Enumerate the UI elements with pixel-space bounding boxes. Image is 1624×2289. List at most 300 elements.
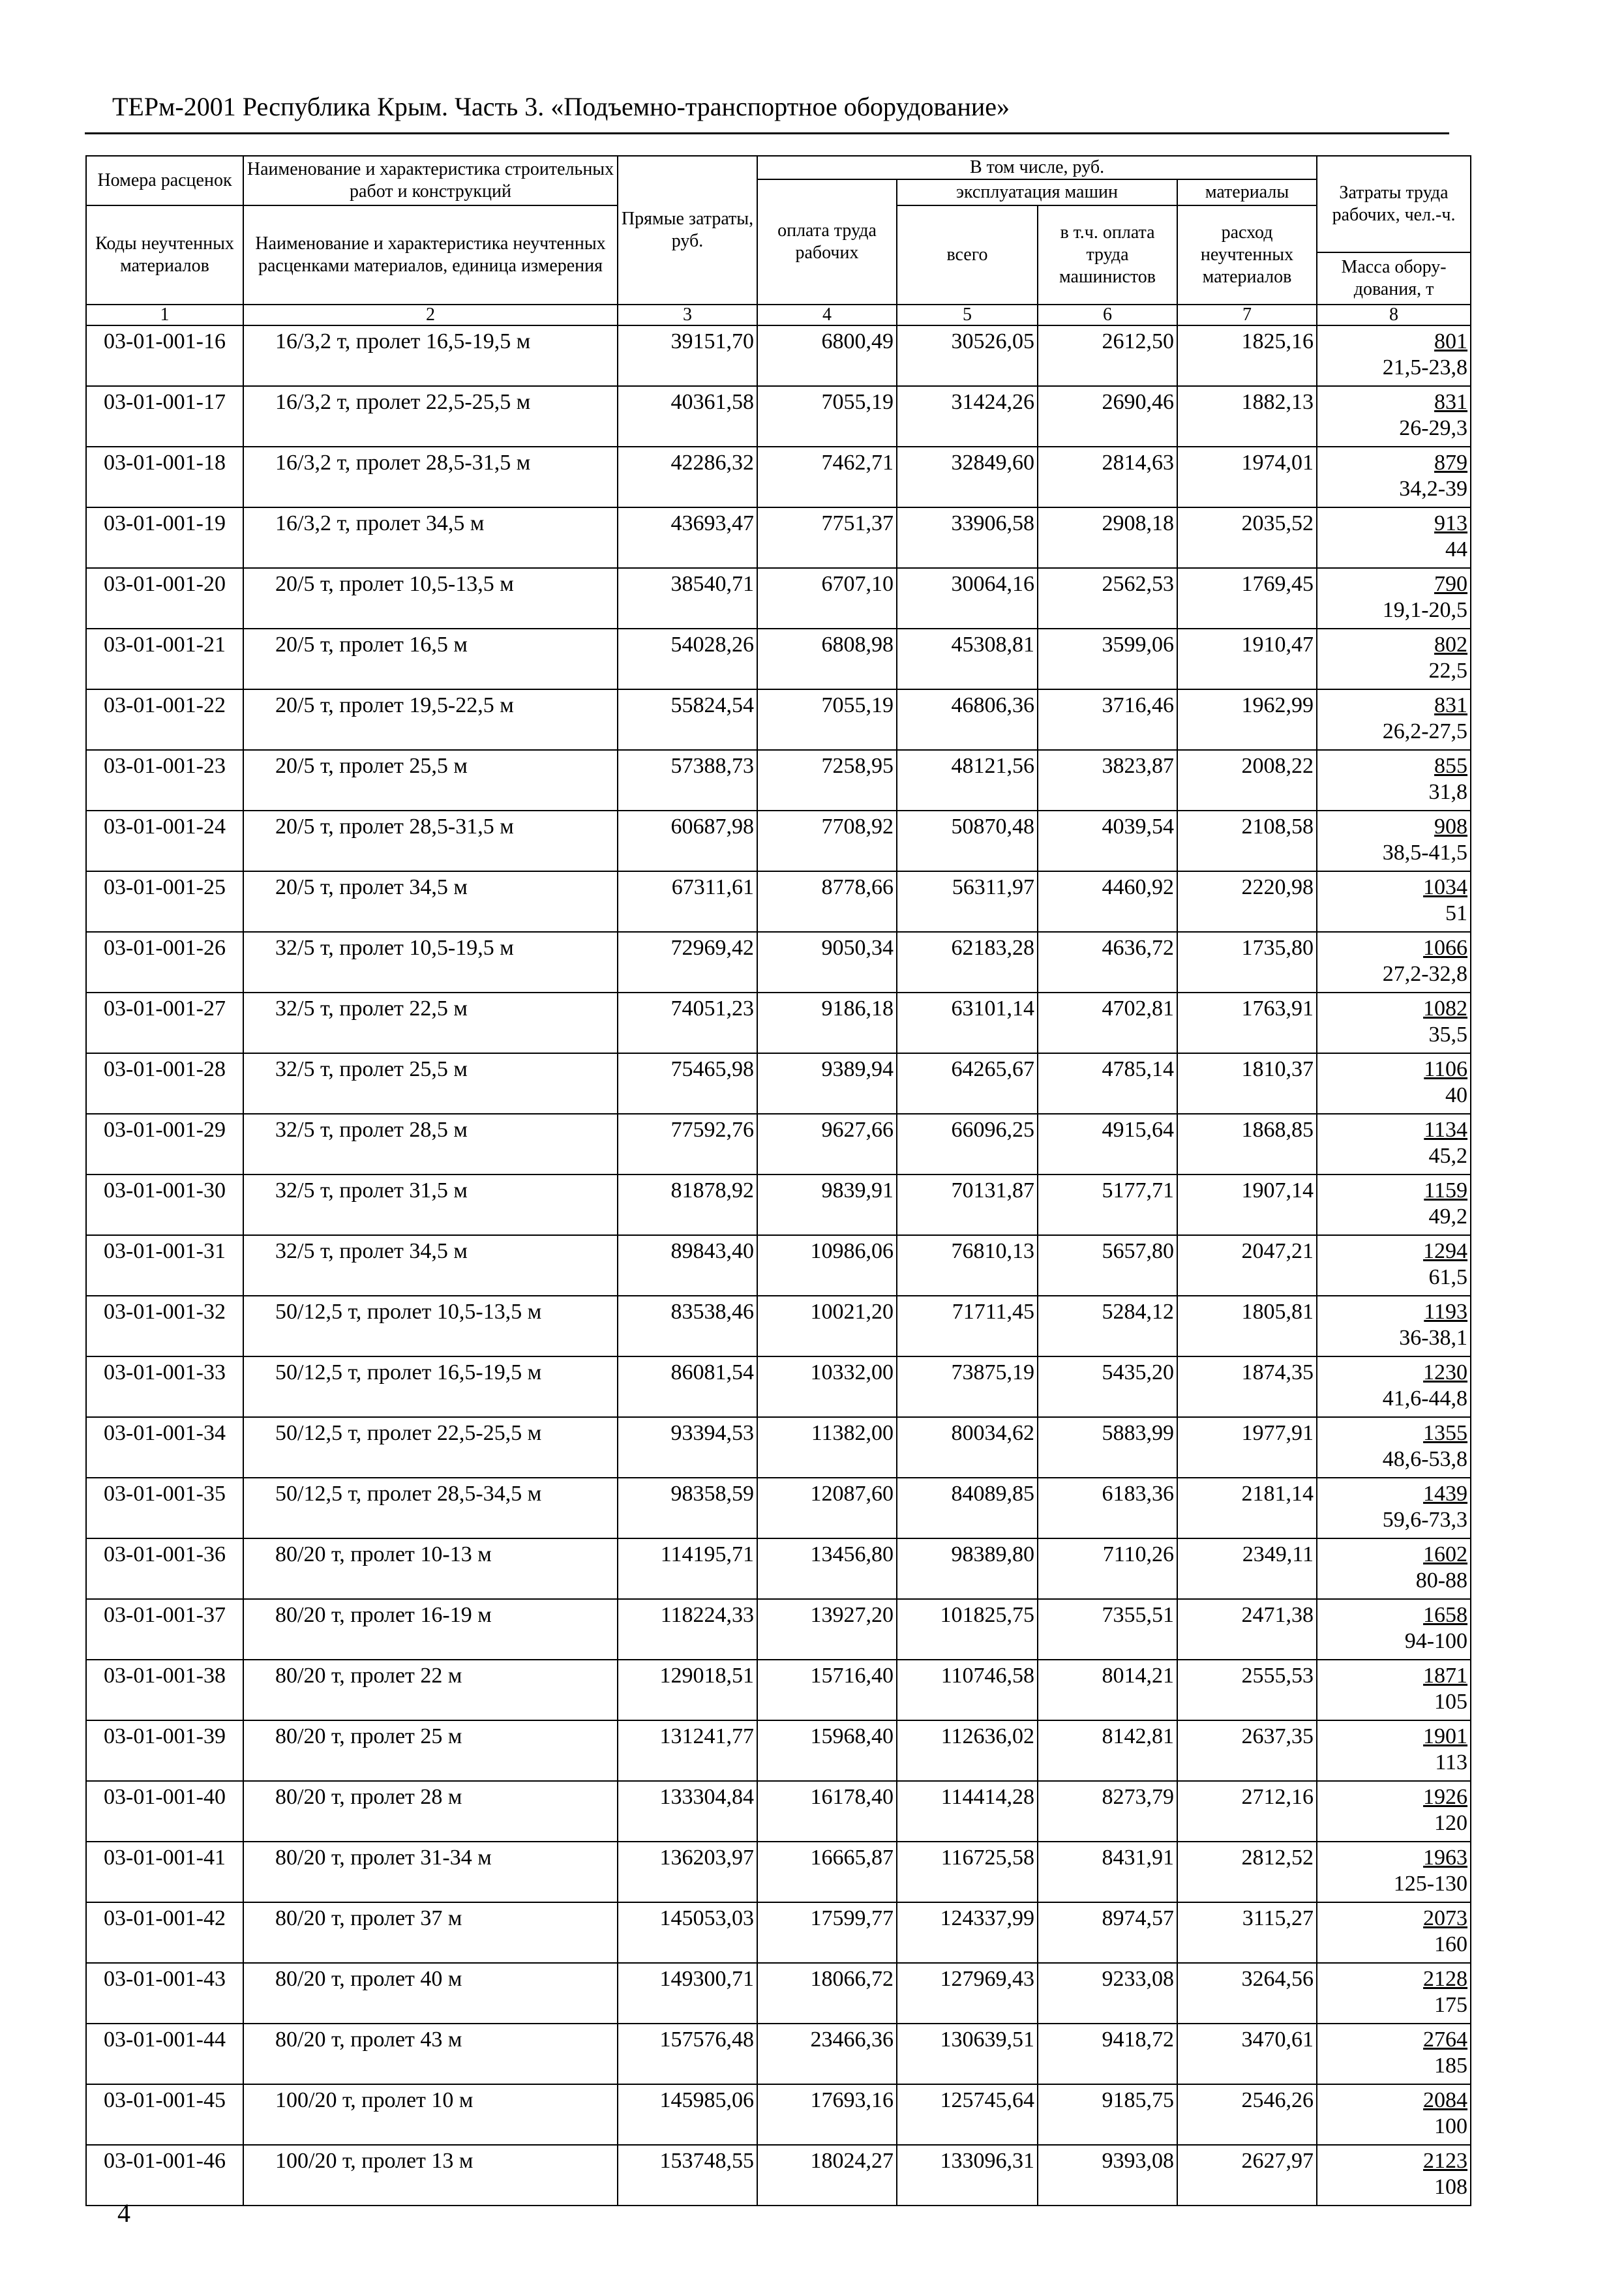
equipment-mass: 160: [1434, 1932, 1468, 1956]
machines-total: 50870,48: [897, 811, 1038, 871]
materials-cost: 2627,97: [1177, 2145, 1317, 2206]
labor-mass-cell: [1317, 1417, 1471, 1478]
machines-total: 114414,28: [897, 1781, 1038, 1842]
equipment-mass: 94-100: [1404, 1629, 1468, 1653]
machinist-pay: 2690,46: [1038, 386, 1177, 447]
rate-code: 03-01-001-26: [86, 932, 243, 993]
materials-cost: 2008,22: [1177, 750, 1317, 811]
materials-cost: 2471,38: [1177, 1599, 1317, 1660]
machines-total: 31424,26: [897, 386, 1038, 447]
machinist-pay: 9418,72: [1038, 2024, 1177, 2084]
labor-mass-cell: [1317, 447, 1471, 507]
equipment-mass: 113: [1435, 1750, 1468, 1774]
equipment-mass: 19,1-20,5: [1382, 598, 1468, 622]
work-name: 20/5 т, пролет 19,5-22,5 м: [243, 689, 618, 750]
machinist-pay: 9233,08: [1038, 1963, 1177, 2024]
equipment-mass: 44: [1445, 537, 1468, 561]
labor-costs: 801: [1434, 329, 1468, 353]
worker-pay: 16178,40: [757, 1781, 897, 1842]
materials-cost: 2349,11: [1177, 1538, 1317, 1599]
labor-costs: 913: [1434, 511, 1468, 535]
machines-total: 71711,45: [897, 1296, 1038, 1356]
worker-pay: 17693,16: [757, 2084, 897, 2145]
labor-mass-cell: [1317, 1720, 1471, 1781]
work-name: 50/12,5 т, пролет 16,5-19,5 м: [243, 1356, 618, 1417]
header-unaccounted-materials: расход неучтенных материалов: [1177, 205, 1317, 305]
header-machine-operation: эксплуатация машин: [897, 179, 1177, 205]
labor-costs: 1963: [1423, 1846, 1468, 1870]
labor-costs: 855: [1434, 754, 1468, 778]
table-row: [86, 325, 1471, 386]
equipment-mass: 80-88: [1415, 1568, 1468, 1593]
equipment-mass: 26-29,3: [1399, 416, 1468, 440]
machinist-pay: 8142,81: [1038, 1720, 1177, 1781]
machines-total: 101825,75: [897, 1599, 1038, 1660]
direct-costs: 81878,92: [618, 1174, 757, 1235]
labor-mass-cell: [1317, 1296, 1471, 1356]
materials-cost: 1962,99: [1177, 689, 1317, 750]
direct-costs: 39151,70: [618, 325, 757, 386]
rate-code: 03-01-001-43: [86, 1963, 243, 2024]
worker-pay: 6808,98: [757, 629, 897, 689]
table-row: [86, 1902, 1471, 1963]
table-row: [86, 1296, 1471, 1356]
work-name: 50/12,5 т, пролет 28,5-34,5 м: [243, 1478, 618, 1538]
header-material-codes: Коды неучтенных материалов: [86, 205, 243, 305]
work-name: 80/20 т, пролет 31-34 м: [243, 1842, 618, 1902]
direct-costs: 40361,58: [618, 386, 757, 447]
header-rate-numbers: Номера расценок: [86, 156, 243, 205]
equipment-mass: 105: [1434, 1690, 1468, 1714]
materials-cost: 1825,16: [1177, 325, 1317, 386]
labor-costs: 2123: [1423, 2149, 1468, 2173]
labor-mass-cell: [1317, 689, 1471, 750]
direct-costs: 136203,97: [618, 1842, 757, 1902]
machines-total: 73875,19: [897, 1356, 1038, 1417]
machinist-pay: 8974,57: [1038, 1902, 1177, 1963]
materials-cost: 1868,85: [1177, 1114, 1317, 1174]
machines-total: 133096,31: [897, 2145, 1038, 2206]
labor-mass-cell: [1317, 1902, 1471, 1963]
rate-code: 03-01-001-38: [86, 1660, 243, 1720]
materials-cost: 1810,37: [1177, 1053, 1317, 1114]
machinist-pay: 4039,54: [1038, 811, 1177, 871]
table-row: [86, 447, 1471, 507]
labor-mass-cell: [1317, 507, 1471, 568]
work-name: 20/5 т, пролет 16,5 м: [243, 629, 618, 689]
machinist-pay: 5883,99: [1038, 1417, 1177, 1478]
materials-cost: 2555,53: [1177, 1660, 1317, 1720]
table-row: [86, 932, 1471, 993]
rate-code: 03-01-001-36: [86, 1538, 243, 1599]
direct-costs: 60687,98: [618, 811, 757, 871]
work-name: 32/5 т, пролет 10,5-19,5 м: [243, 932, 618, 993]
labor-costs: 1926: [1423, 1785, 1468, 1809]
direct-costs: 93394,53: [618, 1417, 757, 1478]
machinist-pay: 3716,46: [1038, 689, 1177, 750]
direct-costs: 157576,48: [618, 2024, 757, 2084]
labor-costs: 1355: [1423, 1421, 1468, 1445]
worker-pay: 10021,20: [757, 1296, 897, 1356]
worker-pay: 7055,19: [757, 689, 897, 750]
labor-mass-cell: [1317, 1356, 1471, 1417]
direct-costs: 86081,54: [618, 1356, 757, 1417]
labor-costs: 831: [1434, 693, 1468, 717]
table-row: [86, 1660, 1471, 1720]
labor-costs: 2073: [1423, 1906, 1468, 1930]
machinist-pay: 2562,53: [1038, 568, 1177, 629]
materials-cost: 1907,14: [1177, 1174, 1317, 1235]
labor-costs: 1066: [1423, 936, 1468, 960]
rate-code: 03-01-001-23: [86, 750, 243, 811]
labor-mass-cell: [1317, 2084, 1471, 2145]
table-row: [86, 1356, 1471, 1417]
materials-cost: 3470,61: [1177, 2024, 1317, 2084]
work-name: 80/20 т, пролет 40 м: [243, 1963, 618, 2024]
work-name: 16/3,2 т, пролет 16,5-19,5 м: [243, 325, 618, 386]
direct-costs: 72969,42: [618, 932, 757, 993]
header-machinist-pay: в т.ч. оплата труда машинистов: [1038, 205, 1177, 305]
labor-mass-cell: [1317, 1963, 1471, 2024]
labor-costs: 1602: [1423, 1542, 1468, 1566]
machinist-pay: 2814,63: [1038, 447, 1177, 507]
worker-pay: 9389,94: [757, 1053, 897, 1114]
equipment-mass: 35,5: [1428, 1023, 1468, 1047]
header-worker-pay: оплата труда рабочих: [757, 179, 897, 305]
labor-costs: 1439: [1423, 1482, 1468, 1506]
labor-mass-cell: [1317, 1781, 1471, 1842]
work-name: 100/20 т, пролет 13 м: [243, 2145, 618, 2206]
materials-cost: 1910,47: [1177, 629, 1317, 689]
labor-costs: 1230: [1423, 1360, 1468, 1384]
machinist-pay: 2908,18: [1038, 507, 1177, 568]
materials-cost: 2220,98: [1177, 871, 1317, 932]
labor-mass-cell: [1317, 2024, 1471, 2084]
work-name: 32/5 т, пролет 28,5 м: [243, 1114, 618, 1174]
rate-code: 03-01-001-16: [86, 325, 243, 386]
machines-total: 66096,25: [897, 1114, 1038, 1174]
table-row: [86, 1053, 1471, 1114]
worker-pay: 9186,18: [757, 993, 897, 1053]
machines-total: 124337,99: [897, 1902, 1038, 1963]
machines-total: 63101,14: [897, 993, 1038, 1053]
worker-pay: 8778,66: [757, 871, 897, 932]
labor-costs: 1159: [1424, 1178, 1468, 1203]
machines-total: 76810,13: [897, 1235, 1038, 1296]
materials-cost: 2712,16: [1177, 1781, 1317, 1842]
table-row: [86, 1842, 1471, 1902]
table-row: [86, 1599, 1471, 1660]
rate-code: 03-01-001-31: [86, 1235, 243, 1296]
labor-costs: 908: [1434, 815, 1468, 839]
worker-pay: 11382,00: [757, 1417, 897, 1478]
labor-mass-cell: [1317, 1842, 1471, 1902]
rate-code: 03-01-001-46: [86, 2145, 243, 2206]
labor-mass-cell: [1317, 932, 1471, 993]
worker-pay: 12087,60: [757, 1478, 897, 1538]
materials-cost: 2047,21: [1177, 1235, 1317, 1296]
table-row: [86, 1478, 1471, 1538]
worker-pay: 7751,37: [757, 507, 897, 568]
machines-total: 80034,62: [897, 1417, 1038, 1478]
equipment-mass: 40: [1445, 1083, 1468, 1107]
rate-code: 03-01-001-21: [86, 629, 243, 689]
machines-total: 30064,16: [897, 568, 1038, 629]
direct-costs: 153748,55: [618, 2145, 757, 2206]
worker-pay: 6707,10: [757, 568, 897, 629]
table-row: [86, 386, 1471, 447]
equipment-mass: 59,6-73,3: [1382, 1508, 1468, 1532]
labor-costs: 2128: [1423, 1967, 1468, 1991]
materials-cost: 3115,27: [1177, 1902, 1317, 1963]
machines-total: 56311,97: [897, 871, 1038, 932]
labor-costs: 802: [1434, 633, 1468, 657]
worker-pay: 23466,36: [757, 2024, 897, 2084]
machinist-pay: 4702,81: [1038, 993, 1177, 1053]
column-number: 7: [1177, 305, 1317, 325]
table-row: [86, 871, 1471, 932]
direct-costs: 77592,76: [618, 1114, 757, 1174]
table-row: [86, 689, 1471, 750]
header-materials: материалы: [1177, 179, 1317, 205]
table-row: [86, 1781, 1471, 1842]
direct-costs: 118224,33: [618, 1599, 757, 1660]
direct-costs: 133304,84: [618, 1781, 757, 1842]
worker-pay: 9050,34: [757, 932, 897, 993]
labor-mass-cell: [1317, 1478, 1471, 1538]
page-header-title: ТЕРм-2001 Республика Крым. Часть 3. «Подъемно-транспортное оборудование»: [112, 92, 1010, 121]
equipment-mass: 45,2: [1428, 1144, 1468, 1168]
labor-costs: 1134: [1424, 1118, 1468, 1142]
header-direct-costs: Прямые затраты, руб.: [618, 156, 757, 305]
materials-cost: 1874,35: [1177, 1356, 1317, 1417]
rate-code: 03-01-001-18: [86, 447, 243, 507]
worker-pay: 6800,49: [757, 325, 897, 386]
work-name: 80/20 т, пролет 43 м: [243, 2024, 618, 2084]
labor-costs: 1034: [1423, 875, 1468, 899]
worker-pay: 10332,00: [757, 1356, 897, 1417]
work-name: 16/3,2 т, пролет 28,5-31,5 м: [243, 447, 618, 507]
table-header: [86, 156, 1471, 325]
work-name: 20/5 т, пролет 25,5 м: [243, 750, 618, 811]
direct-costs: 75465,98: [618, 1053, 757, 1114]
rate-code: 03-01-001-35: [86, 1478, 243, 1538]
direct-costs: 129018,51: [618, 1660, 757, 1720]
table-body: [86, 325, 1471, 2206]
direct-costs: 114195,71: [618, 1538, 757, 1599]
machines-total: 125745,64: [897, 2084, 1038, 2145]
rate-code: 03-01-001-19: [86, 507, 243, 568]
machinist-pay: 6183,36: [1038, 1478, 1177, 1538]
work-name: 50/12,5 т, пролет 22,5-25,5 м: [243, 1417, 618, 1478]
equipment-mass: 125-130: [1393, 1872, 1468, 1896]
direct-costs: 145985,06: [618, 2084, 757, 2145]
table-row: [86, 507, 1471, 568]
equipment-mass: 27,2-32,8: [1382, 962, 1468, 986]
direct-costs: 55824,54: [618, 689, 757, 750]
materials-cost: 1735,80: [1177, 932, 1317, 993]
materials-cost: 1769,45: [1177, 568, 1317, 629]
rate-code: 03-01-001-30: [86, 1174, 243, 1235]
direct-costs: 43693,47: [618, 507, 757, 568]
rate-code: 03-01-001-37: [86, 1599, 243, 1660]
labor-costs: 1193: [1424, 1300, 1468, 1324]
table-row: [86, 1963, 1471, 2024]
machines-total: 98389,80: [897, 1538, 1038, 1599]
materials-cost: 2108,58: [1177, 811, 1317, 871]
worker-pay: 17599,77: [757, 1902, 897, 1963]
direct-costs: 131241,77: [618, 1720, 757, 1781]
machines-total: 48121,56: [897, 750, 1038, 811]
table-row: [86, 750, 1471, 811]
machines-total: 33906,58: [897, 507, 1038, 568]
rate-code: 03-01-001-28: [86, 1053, 243, 1114]
rates-table: [85, 155, 1471, 2206]
labor-mass-cell: [1317, 386, 1471, 447]
labor-mass-cell: [1317, 750, 1471, 811]
rate-code: 03-01-001-24: [86, 811, 243, 871]
machines-total: 46806,36: [897, 689, 1038, 750]
direct-costs: 149300,71: [618, 1963, 757, 2024]
equipment-mass: 22,5: [1428, 659, 1468, 683]
labor-mass-cell: [1317, 1114, 1471, 1174]
machinist-pay: 5657,80: [1038, 1235, 1177, 1296]
work-name: 16/3,2 т, пролет 34,5 м: [243, 507, 618, 568]
machinist-pay: 8431,91: [1038, 1842, 1177, 1902]
table-row: [86, 2024, 1471, 2084]
column-number: 1: [86, 305, 243, 325]
header-work-name: Наименование и характеристика строительных работ и конструкций: [243, 156, 618, 205]
page-number: 4: [117, 2198, 130, 2228]
worker-pay: 7708,92: [757, 811, 897, 871]
direct-costs: 74051,23: [618, 993, 757, 1053]
labor-mass-cell: [1317, 2145, 1471, 2206]
machinist-pay: 4915,64: [1038, 1114, 1177, 1174]
header-including: В том числе, руб.: [757, 156, 1317, 179]
machinist-pay: 9185,75: [1038, 2084, 1177, 2145]
rate-code: 03-01-001-42: [86, 1902, 243, 1963]
machinist-pay: 9393,08: [1038, 2145, 1177, 2206]
worker-pay: 7055,19: [757, 386, 897, 447]
machines-total: 30526,05: [897, 325, 1038, 386]
equipment-mass: 31,8: [1428, 780, 1468, 804]
rate-code: 03-01-001-29: [86, 1114, 243, 1174]
work-name: 80/20 т, пролет 28 м: [243, 1781, 618, 1842]
worker-pay: 9839,91: [757, 1174, 897, 1235]
machinist-pay: 4636,72: [1038, 932, 1177, 993]
machinist-pay: 7355,51: [1038, 1599, 1177, 1660]
header-labor-costs: Затраты труда рабочих, чел.-ч.: [1317, 156, 1471, 252]
table-row: [86, 2084, 1471, 2145]
table-row: [86, 993, 1471, 1053]
machinist-pay: 5177,71: [1038, 1174, 1177, 1235]
equipment-mass: 185: [1434, 2054, 1468, 2078]
worker-pay: 13927,20: [757, 1599, 897, 1660]
materials-cost: 2812,52: [1177, 1842, 1317, 1902]
work-name: 32/5 т, пролет 22,5 м: [243, 993, 618, 1053]
materials-cost: 2181,14: [1177, 1478, 1317, 1538]
machinist-pay: 5284,12: [1038, 1296, 1177, 1356]
machines-total: 84089,85: [897, 1478, 1038, 1538]
work-name: 20/5 т, пролет 34,5 м: [243, 871, 618, 932]
equipment-mass: 26,2-27,5: [1382, 719, 1468, 743]
labor-costs: 1294: [1423, 1239, 1468, 1263]
labor-mass-cell: [1317, 811, 1471, 871]
rate-code: 03-01-001-27: [86, 993, 243, 1053]
labor-costs: 2084: [1423, 2088, 1468, 2112]
rate-code: 03-01-001-25: [86, 871, 243, 932]
direct-costs: 42286,32: [618, 447, 757, 507]
rate-code: 03-01-001-20: [86, 568, 243, 629]
work-name: 80/20 т, пролет 25 м: [243, 1720, 618, 1781]
equipment-mass: 61,5: [1428, 1265, 1468, 1289]
table-row: [86, 568, 1471, 629]
equipment-mass: 120: [1434, 1811, 1468, 1835]
equipment-mass: 175: [1434, 1993, 1468, 2017]
equipment-mass: 21,5-23,8: [1382, 355, 1468, 380]
labor-costs: 879: [1434, 451, 1468, 475]
labor-costs: 2764: [1423, 2027, 1468, 2052]
worker-pay: 16665,87: [757, 1842, 897, 1902]
materials-cost: 1882,13: [1177, 386, 1317, 447]
direct-costs: 57388,73: [618, 750, 757, 811]
work-name: 20/5 т, пролет 10,5-13,5 м: [243, 568, 618, 629]
worker-pay: 15968,40: [757, 1720, 897, 1781]
column-number: 2: [243, 305, 618, 325]
direct-costs: 89843,40: [618, 1235, 757, 1296]
column-number: 6: [1038, 305, 1177, 325]
materials-cost: 1805,81: [1177, 1296, 1317, 1356]
machinist-pay: 3823,87: [1038, 750, 1177, 811]
work-name: 32/5 т, пролет 31,5 м: [243, 1174, 618, 1235]
direct-costs: 38540,71: [618, 568, 757, 629]
materials-cost: 3264,56: [1177, 1963, 1317, 2024]
equipment-mass: 34,2-39: [1399, 477, 1468, 501]
column-number: 3: [618, 305, 757, 325]
header-rule: [85, 132, 1449, 134]
work-name: 32/5 т, пролет 25,5 м: [243, 1053, 618, 1114]
equipment-mass: 36-38,1: [1399, 1326, 1468, 1350]
labor-costs: 790: [1434, 572, 1468, 596]
direct-costs: 83538,46: [618, 1296, 757, 1356]
work-name: 80/20 т, пролет 37 м: [243, 1902, 618, 1963]
rate-code: 03-01-001-39: [86, 1720, 243, 1781]
labor-mass-cell: [1317, 1053, 1471, 1114]
header-material-name: Наименование и характеристика неучтенных расценками материалов, единица измерения: [243, 205, 618, 305]
labor-costs: 1082: [1423, 996, 1468, 1021]
equipment-mass: 41,6-44,8: [1382, 1386, 1468, 1411]
machinist-pay: 7110,26: [1038, 1538, 1177, 1599]
rate-code: 03-01-001-17: [86, 386, 243, 447]
machines-total: 110746,58: [897, 1660, 1038, 1720]
materials-cost: 1763,91: [1177, 993, 1317, 1053]
equipment-mass: 49,2: [1428, 1204, 1468, 1229]
table-row: [86, 811, 1471, 871]
worker-pay: 18066,72: [757, 1963, 897, 2024]
work-name: 80/20 т, пролет 10-13 м: [243, 1538, 618, 1599]
column-number: 5: [897, 305, 1038, 325]
labor-mass-cell: [1317, 1660, 1471, 1720]
machines-total: 70131,87: [897, 1174, 1038, 1235]
direct-costs: 98358,59: [618, 1478, 757, 1538]
labor-mass-cell: [1317, 1235, 1471, 1296]
labor-mass-cell: [1317, 1538, 1471, 1599]
direct-costs: 145053,03: [618, 1902, 757, 1963]
labor-costs: 831: [1434, 390, 1468, 414]
rate-code: 03-01-001-22: [86, 689, 243, 750]
materials-cost: 2035,52: [1177, 507, 1317, 568]
rate-code: 03-01-001-33: [86, 1356, 243, 1417]
